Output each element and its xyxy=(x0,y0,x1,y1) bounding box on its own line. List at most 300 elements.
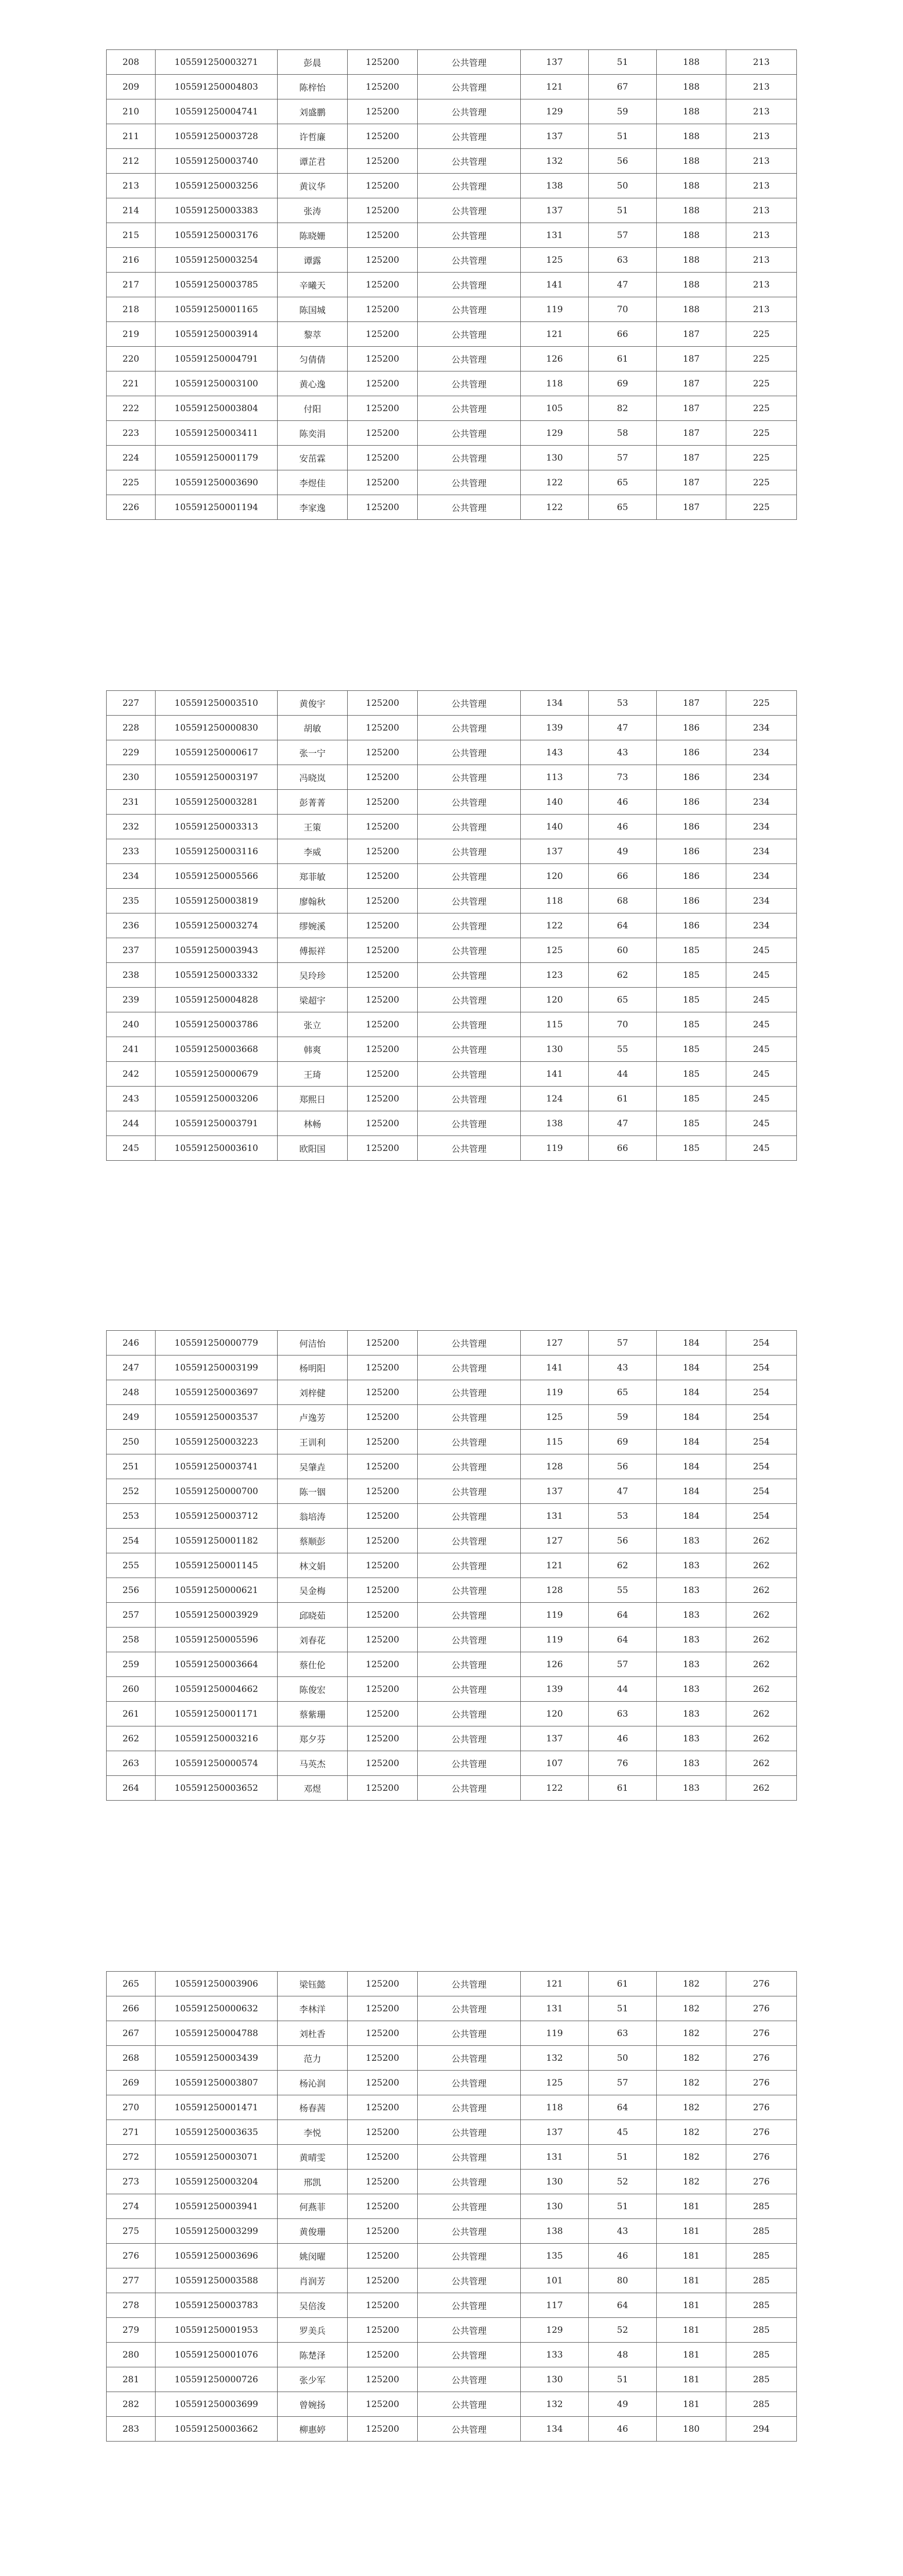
score-2-cell: 57 xyxy=(589,1331,657,1355)
rank-cell: 225 xyxy=(726,371,797,396)
score-2-cell: 63 xyxy=(589,1702,657,1726)
seq-cell: 275 xyxy=(107,2219,156,2244)
candidate-id-cell: 105591250003690 xyxy=(156,470,278,495)
seq-cell: 235 xyxy=(107,889,156,913)
major-code-cell: 125200 xyxy=(348,963,418,988)
rank-cell: 262 xyxy=(726,1702,797,1726)
major-code-cell: 125200 xyxy=(348,1603,418,1628)
score-2-cell: 59 xyxy=(589,99,657,124)
major-name-cell: 公共管理 xyxy=(418,1111,521,1136)
candidate-id-cell: 105591250000574 xyxy=(156,1751,278,1776)
score-1-cell: 130 xyxy=(521,2367,589,2392)
major-code-cell: 125200 xyxy=(348,1776,418,1801)
seq-cell: 256 xyxy=(107,1578,156,1603)
total-score-cell: 181 xyxy=(657,2268,726,2293)
rank-cell: 276 xyxy=(726,1972,797,1996)
score-2-cell: 43 xyxy=(589,2219,657,2244)
name-cell: 黄俊珊 xyxy=(278,2219,348,2244)
name-cell: 卢逸芳 xyxy=(278,1405,348,1430)
major-name-cell: 公共管理 xyxy=(418,1479,521,1504)
major-name-cell: 公共管理 xyxy=(418,1037,521,1062)
score-1-cell: 130 xyxy=(521,446,589,470)
seq-cell: 243 xyxy=(107,1087,156,1111)
major-code-cell: 125200 xyxy=(348,913,418,938)
total-score-cell: 185 xyxy=(657,1087,726,1111)
table-row xyxy=(107,2244,797,2268)
seq-cell: 249 xyxy=(107,1405,156,1430)
total-score-cell: 183 xyxy=(657,1578,726,1603)
name-cell: 柳惠婷 xyxy=(278,2417,348,2442)
candidate-id-cell: 105591250001194 xyxy=(156,495,278,520)
name-cell: 谭芷君 xyxy=(278,149,348,174)
major-name-cell: 公共管理 xyxy=(418,716,521,740)
score-1-cell: 126 xyxy=(521,1652,589,1677)
major-name-cell: 公共管理 xyxy=(418,963,521,988)
name-cell: 傅振祥 xyxy=(278,938,348,963)
major-code-cell: 125200 xyxy=(348,815,418,839)
score-1-cell: 119 xyxy=(521,1136,589,1161)
candidate-id-cell: 105591250003783 xyxy=(156,2293,278,2318)
name-cell: 王琦 xyxy=(278,1062,348,1087)
score-1-cell: 118 xyxy=(521,2095,589,2120)
score-2-cell: 55 xyxy=(589,1037,657,1062)
major-code-cell: 125200 xyxy=(348,2095,418,2120)
seq-cell: 230 xyxy=(107,765,156,790)
score-2-cell: 70 xyxy=(589,1012,657,1037)
seq-cell: 214 xyxy=(107,198,156,223)
major-code-cell: 125200 xyxy=(348,2244,418,2268)
major-name-cell: 公共管理 xyxy=(418,2268,521,2293)
total-score-cell: 183 xyxy=(657,1529,726,1553)
rank-cell: 285 xyxy=(726,2244,797,2268)
major-code-cell: 125200 xyxy=(348,691,418,716)
score-1-cell: 107 xyxy=(521,1751,589,1776)
score-1-cell: 120 xyxy=(521,988,589,1012)
rank-cell: 262 xyxy=(726,1628,797,1652)
major-code-cell: 125200 xyxy=(348,2046,418,2071)
table-row xyxy=(107,1111,797,1136)
total-score-cell: 185 xyxy=(657,1111,726,1136)
candidate-id-cell: 105591250000632 xyxy=(156,1996,278,2021)
seq-cell: 221 xyxy=(107,371,156,396)
major-code-cell: 125200 xyxy=(348,495,418,520)
name-cell: 邓煜 xyxy=(278,1776,348,1801)
score-1-cell: 119 xyxy=(521,297,589,322)
candidate-id-cell: 105591250003807 xyxy=(156,2071,278,2095)
major-code-cell: 125200 xyxy=(348,371,418,396)
score-table xyxy=(106,1330,797,1801)
total-score-cell: 187 xyxy=(657,446,726,470)
name-cell: 张立 xyxy=(278,1012,348,1037)
table-row xyxy=(107,1652,797,1677)
candidate-id-cell: 105591250003197 xyxy=(156,765,278,790)
name-cell: 缪婉溪 xyxy=(278,913,348,938)
total-score-cell: 188 xyxy=(657,149,726,174)
rank-cell: 213 xyxy=(726,75,797,99)
rank-cell: 245 xyxy=(726,1136,797,1161)
score-1-cell: 126 xyxy=(521,347,589,371)
major-code-cell: 125200 xyxy=(348,889,418,913)
seq-cell: 245 xyxy=(107,1136,156,1161)
seq-cell: 279 xyxy=(107,2318,156,2343)
total-score-cell: 183 xyxy=(657,1628,726,1652)
major-name-cell: 公共管理 xyxy=(418,2293,521,2318)
candidate-id-cell: 105591250004788 xyxy=(156,2021,278,2046)
name-cell: 吴金梅 xyxy=(278,1578,348,1603)
table-row xyxy=(107,1603,797,1628)
major-name-cell: 公共管理 xyxy=(418,124,521,149)
rank-cell: 262 xyxy=(726,1776,797,1801)
candidate-id-cell: 105591250003662 xyxy=(156,2417,278,2442)
seq-cell: 265 xyxy=(107,1972,156,1996)
rank-cell: 213 xyxy=(726,273,797,297)
table-row xyxy=(107,2170,797,2194)
score-2-cell: 47 xyxy=(589,273,657,297)
table-row xyxy=(107,1776,797,1801)
major-name-cell: 公共管理 xyxy=(418,1504,521,1529)
major-name-cell: 公共管理 xyxy=(418,1012,521,1037)
table-row xyxy=(107,1454,797,1479)
table-row xyxy=(107,913,797,938)
major-name-cell: 公共管理 xyxy=(418,223,521,248)
name-cell: 蔡仕伦 xyxy=(278,1652,348,1677)
candidate-id-cell: 105591250003929 xyxy=(156,1603,278,1628)
name-cell: 马英杰 xyxy=(278,1751,348,1776)
table-row xyxy=(107,2343,797,2367)
candidate-id-cell: 105591250000779 xyxy=(156,1331,278,1355)
major-name-cell: 公共管理 xyxy=(418,2219,521,2244)
name-cell: 黄议华 xyxy=(278,174,348,198)
score-1-cell: 140 xyxy=(521,815,589,839)
score-2-cell: 61 xyxy=(589,1972,657,1996)
seq-cell: 225 xyxy=(107,470,156,495)
major-name-cell: 公共管理 xyxy=(418,1136,521,1161)
total-score-cell: 186 xyxy=(657,716,726,740)
candidate-id-cell: 105591250000830 xyxy=(156,716,278,740)
table-row xyxy=(107,174,797,198)
rank-cell: 245 xyxy=(726,1087,797,1111)
score-1-cell: 129 xyxy=(521,99,589,124)
table-row xyxy=(107,396,797,421)
name-cell: 冯晓岚 xyxy=(278,765,348,790)
score-1-cell: 131 xyxy=(521,2145,589,2170)
candidate-id-cell: 105591250003332 xyxy=(156,963,278,988)
score-1-cell: 137 xyxy=(521,198,589,223)
candidate-id-cell: 105591250005596 xyxy=(156,1628,278,1652)
name-cell: 陈国城 xyxy=(278,297,348,322)
rank-cell: 234 xyxy=(726,913,797,938)
seq-cell: 261 xyxy=(107,1702,156,1726)
score-2-cell: 64 xyxy=(589,2293,657,2318)
seq-cell: 263 xyxy=(107,1751,156,1776)
major-name-cell: 公共管理 xyxy=(418,1454,521,1479)
seq-cell: 229 xyxy=(107,740,156,765)
candidate-id-cell: 105591250003668 xyxy=(156,1037,278,1062)
major-code-cell: 125200 xyxy=(348,174,418,198)
table-row xyxy=(107,273,797,297)
major-code-cell: 125200 xyxy=(348,396,418,421)
major-code-cell: 125200 xyxy=(348,2392,418,2417)
score-1-cell: 122 xyxy=(521,1776,589,1801)
major-name-cell: 公共管理 xyxy=(418,273,521,297)
name-cell: 蔡顺彭 xyxy=(278,1529,348,1553)
total-score-cell: 183 xyxy=(657,1553,726,1578)
table-row xyxy=(107,2145,797,2170)
candidate-id-cell: 105591250005566 xyxy=(156,864,278,889)
rank-cell: 234 xyxy=(726,740,797,765)
major-code-cell: 125200 xyxy=(348,273,418,297)
name-cell: 吴玲珍 xyxy=(278,963,348,988)
table-row xyxy=(107,864,797,889)
candidate-id-cell: 105591250003176 xyxy=(156,223,278,248)
score-1-cell: 127 xyxy=(521,1529,589,1553)
seq-cell: 224 xyxy=(107,446,156,470)
name-cell: 陈奕涓 xyxy=(278,421,348,446)
rank-cell: 213 xyxy=(726,297,797,322)
rank-cell: 254 xyxy=(726,1355,797,1380)
name-cell: 许哲廉 xyxy=(278,124,348,149)
table-row xyxy=(107,223,797,248)
table-row xyxy=(107,1012,797,1037)
name-cell: 刘杜香 xyxy=(278,2021,348,2046)
score-2-cell: 47 xyxy=(589,1479,657,1504)
score-2-cell: 47 xyxy=(589,716,657,740)
name-cell: 李林洋 xyxy=(278,1996,348,2021)
score-2-cell: 50 xyxy=(589,2046,657,2071)
candidate-id-cell: 105591250003914 xyxy=(156,322,278,347)
score-1-cell: 138 xyxy=(521,1111,589,1136)
table-row xyxy=(107,1677,797,1702)
score-1-cell: 122 xyxy=(521,495,589,520)
score-1-cell: 137 xyxy=(521,839,589,864)
seq-cell: 252 xyxy=(107,1479,156,1504)
rank-cell: 254 xyxy=(726,1405,797,1430)
total-score-cell: 187 xyxy=(657,371,726,396)
total-score-cell: 182 xyxy=(657,2071,726,2095)
total-score-cell: 187 xyxy=(657,470,726,495)
major-name-cell: 公共管理 xyxy=(418,297,521,322)
name-cell: 刘梓健 xyxy=(278,1380,348,1405)
seq-cell: 228 xyxy=(107,716,156,740)
major-code-cell: 125200 xyxy=(348,99,418,124)
major-name-cell: 公共管理 xyxy=(418,50,521,75)
table-row xyxy=(107,2120,797,2145)
candidate-id-cell: 105591250000700 xyxy=(156,1479,278,1504)
name-cell: 林畅 xyxy=(278,1111,348,1136)
major-name-cell: 公共管理 xyxy=(418,2071,521,2095)
score-1-cell: 130 xyxy=(521,2194,589,2219)
major-name-cell: 公共管理 xyxy=(418,1996,521,2021)
rank-cell: 285 xyxy=(726,2318,797,2343)
name-cell: 陈一铟 xyxy=(278,1479,348,1504)
score-1-cell: 119 xyxy=(521,2021,589,2046)
name-cell: 彭晨 xyxy=(278,50,348,75)
candidate-id-cell: 105591250003819 xyxy=(156,889,278,913)
rank-cell: 225 xyxy=(726,421,797,446)
score-2-cell: 65 xyxy=(589,1380,657,1405)
name-cell: 李家逸 xyxy=(278,495,348,520)
major-code-cell: 125200 xyxy=(348,1628,418,1652)
seq-cell: 220 xyxy=(107,347,156,371)
major-code-cell: 125200 xyxy=(348,1702,418,1726)
score-1-cell: 132 xyxy=(521,2392,589,2417)
total-score-cell: 185 xyxy=(657,1136,726,1161)
score-1-cell: 118 xyxy=(521,889,589,913)
score-1-cell: 113 xyxy=(521,765,589,790)
score-2-cell: 64 xyxy=(589,1628,657,1652)
score-2-cell: 46 xyxy=(589,2244,657,2268)
name-cell: 廖翰秋 xyxy=(278,889,348,913)
seq-cell: 231 xyxy=(107,790,156,815)
total-score-cell: 188 xyxy=(657,75,726,99)
score-1-cell: 131 xyxy=(521,1504,589,1529)
name-cell: 吴肇垚 xyxy=(278,1454,348,1479)
page-2 xyxy=(106,690,796,1161)
total-score-cell: 182 xyxy=(657,2170,726,2194)
seq-cell: 253 xyxy=(107,1504,156,1529)
total-score-cell: 187 xyxy=(657,396,726,421)
table-row xyxy=(107,495,797,520)
major-name-cell: 公共管理 xyxy=(418,938,521,963)
rank-cell: 234 xyxy=(726,790,797,815)
total-score-cell: 183 xyxy=(657,1677,726,1702)
candidate-id-cell: 105591250004828 xyxy=(156,988,278,1012)
table-row xyxy=(107,1331,797,1355)
major-code-cell: 125200 xyxy=(348,2417,418,2442)
rank-cell: 213 xyxy=(726,174,797,198)
rank-cell: 225 xyxy=(726,396,797,421)
score-1-cell: 119 xyxy=(521,1628,589,1652)
seq-cell: 277 xyxy=(107,2268,156,2293)
major-code-cell: 125200 xyxy=(348,1430,418,1454)
name-cell: 姚闵曜 xyxy=(278,2244,348,2268)
total-score-cell: 186 xyxy=(657,889,726,913)
total-score-cell: 182 xyxy=(657,2120,726,2145)
candidate-id-cell: 105591250003652 xyxy=(156,1776,278,1801)
candidate-id-cell: 105591250003740 xyxy=(156,149,278,174)
score-2-cell: 53 xyxy=(589,1504,657,1529)
score-1-cell: 135 xyxy=(521,2244,589,2268)
page-3 xyxy=(106,1330,796,1801)
seq-cell: 282 xyxy=(107,2392,156,2417)
name-cell: 郑熙日 xyxy=(278,1087,348,1111)
seq-cell: 232 xyxy=(107,815,156,839)
major-name-cell: 公共管理 xyxy=(418,988,521,1012)
score-2-cell: 76 xyxy=(589,1751,657,1776)
total-score-cell: 188 xyxy=(657,99,726,124)
major-code-cell: 125200 xyxy=(348,297,418,322)
major-name-cell: 公共管理 xyxy=(418,1726,521,1751)
major-code-cell: 125200 xyxy=(348,75,418,99)
name-cell: 安茁霖 xyxy=(278,446,348,470)
major-code-cell: 125200 xyxy=(348,1062,418,1087)
candidate-id-cell: 105591250003223 xyxy=(156,1430,278,1454)
table-row xyxy=(107,347,797,371)
major-code-cell: 125200 xyxy=(348,248,418,273)
major-code-cell: 125200 xyxy=(348,1380,418,1405)
seq-cell: 219 xyxy=(107,322,156,347)
total-score-cell: 183 xyxy=(657,1726,726,1751)
score-1-cell: 130 xyxy=(521,2170,589,2194)
score-2-cell: 57 xyxy=(589,1652,657,1677)
table-row xyxy=(107,1405,797,1430)
seq-cell: 236 xyxy=(107,913,156,938)
major-name-cell: 公共管理 xyxy=(418,2194,521,2219)
rank-cell: 245 xyxy=(726,1062,797,1087)
candidate-id-cell: 105591250003510 xyxy=(156,691,278,716)
major-name-cell: 公共管理 xyxy=(418,2095,521,2120)
seq-cell: 215 xyxy=(107,223,156,248)
total-score-cell: 188 xyxy=(657,297,726,322)
score-1-cell: 138 xyxy=(521,2219,589,2244)
seq-cell: 269 xyxy=(107,2071,156,2095)
name-cell: 谭露 xyxy=(278,248,348,273)
candidate-id-cell: 105591250001171 xyxy=(156,1702,278,1726)
major-code-cell: 125200 xyxy=(348,198,418,223)
seq-cell: 210 xyxy=(107,99,156,124)
name-cell: 张少军 xyxy=(278,2367,348,2392)
table-row xyxy=(107,248,797,273)
table-row xyxy=(107,2095,797,2120)
major-name-cell: 公共管理 xyxy=(418,1430,521,1454)
name-cell: 陈梓怡 xyxy=(278,75,348,99)
candidate-id-cell: 105591250001165 xyxy=(156,297,278,322)
major-name-cell: 公共管理 xyxy=(418,1380,521,1405)
score-2-cell: 65 xyxy=(589,470,657,495)
name-cell: 翁培涛 xyxy=(278,1504,348,1529)
candidate-id-cell: 105591250003071 xyxy=(156,2145,278,2170)
score-2-cell: 55 xyxy=(589,1578,657,1603)
name-cell: 欧阳国 xyxy=(278,1136,348,1161)
seq-cell: 213 xyxy=(107,174,156,198)
total-score-cell: 181 xyxy=(657,2194,726,2219)
score-1-cell: 120 xyxy=(521,864,589,889)
score-2-cell: 60 xyxy=(589,938,657,963)
total-score-cell: 187 xyxy=(657,421,726,446)
candidate-id-cell: 105591250003411 xyxy=(156,421,278,446)
total-score-cell: 184 xyxy=(657,1504,726,1529)
major-name-cell: 公共管理 xyxy=(418,347,521,371)
score-1-cell: 141 xyxy=(521,1355,589,1380)
total-score-cell: 184 xyxy=(657,1479,726,1504)
total-score-cell: 187 xyxy=(657,495,726,520)
major-name-cell: 公共管理 xyxy=(418,765,521,790)
major-code-cell: 125200 xyxy=(348,1454,418,1479)
name-cell: 付阳 xyxy=(278,396,348,421)
score-1-cell: 121 xyxy=(521,1972,589,1996)
major-code-cell: 125200 xyxy=(348,1972,418,1996)
score-2-cell: 64 xyxy=(589,2095,657,2120)
major-name-cell: 公共管理 xyxy=(418,889,521,913)
total-score-cell: 188 xyxy=(657,198,726,223)
candidate-id-cell: 105591250003588 xyxy=(156,2268,278,2293)
table-row xyxy=(107,1996,797,2021)
candidate-id-cell: 105591250003216 xyxy=(156,1726,278,1751)
candidate-id-cell: 105591250003943 xyxy=(156,938,278,963)
seq-cell: 223 xyxy=(107,421,156,446)
score-2-cell: 51 xyxy=(589,2194,657,2219)
table-row xyxy=(107,1578,797,1603)
total-score-cell: 182 xyxy=(657,2095,726,2120)
name-cell: 杨明阳 xyxy=(278,1355,348,1380)
score-2-cell: 56 xyxy=(589,149,657,174)
major-name-cell: 公共管理 xyxy=(418,1677,521,1702)
major-name-cell: 公共管理 xyxy=(418,1652,521,1677)
total-score-cell: 182 xyxy=(657,1996,726,2021)
total-score-cell: 185 xyxy=(657,1062,726,1087)
rank-cell: 213 xyxy=(726,198,797,223)
major-name-cell: 公共管理 xyxy=(418,2417,521,2442)
